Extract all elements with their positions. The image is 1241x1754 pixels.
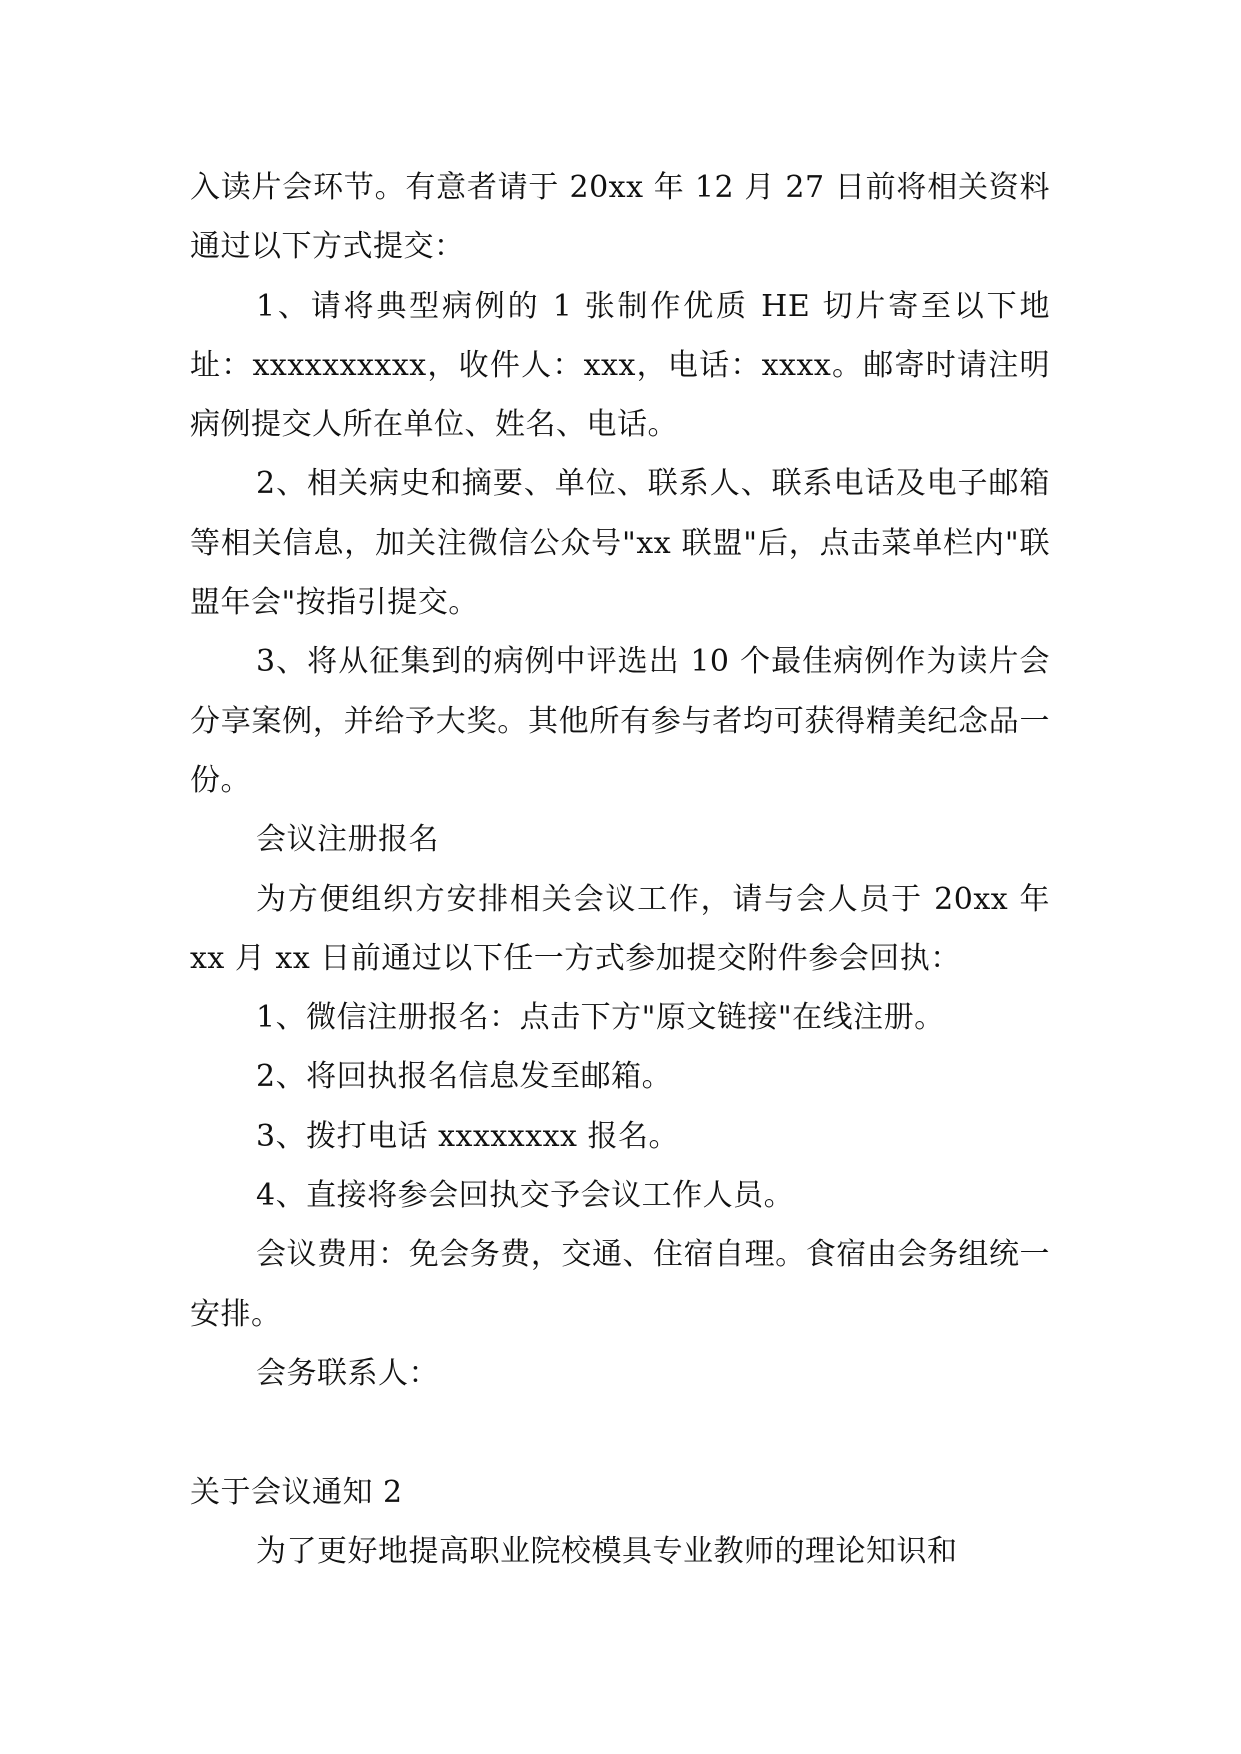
paragraph-registration-1: 1、微信注册报名：点击下方"原文链接"在线注册。 xyxy=(256,1000,945,1036)
paragraph-fees: 会议费用：免会务费，交通、住宿自理。食宿由会务组统一安排。 xyxy=(190,1237,1050,1332)
paragraph-registration-4: 4、直接将参会回执交予会议工作人员。 xyxy=(256,1178,795,1214)
heading-registration: 会议注册报名 xyxy=(256,822,439,858)
document-content xyxy=(190,158,1050,1581)
paragraph-contact: 会务联系人： xyxy=(256,1355,439,1391)
section-title: 关于会议通知 2 xyxy=(190,1474,403,1510)
paragraph-final: 为了更好地提高职业院校模具专业教师的理论知识和 xyxy=(256,1533,958,1569)
paragraph-item-3-award: 3、将从征集到的病例中评选出 10 个最佳病例作为读片会分享案例，并给予大奖。其他所有参与者均可获得精美纪念品一份。 xyxy=(190,644,1050,798)
paragraph-intro-submission: 入读片会环节。有意者请于 20xx 年 12 月 27 日前将相关资料通过以下方式提交： xyxy=(190,170,1050,265)
paragraph-registration-intro: 为方便组织方安排相关会议工作，请与会人员于 20xx 年 xx 月 xx 日前通过以下任一方式参加提交附件参会回执： xyxy=(190,881,1050,976)
paragraph-registration-3: 3、拨打电话 xxxxxxxx 报名。 xyxy=(256,1118,680,1154)
paragraph-item-2-info: 2、相关病史和摘要、单位、联系人、联系电话及电子邮箱等相关信息，加关注微信公众号"xx 联盟"后，点击菜单栏内"联盟年会"按指引提交。 xyxy=(190,466,1050,621)
paragraph-registration-2: 2、将回执报名信息发至邮箱。 xyxy=(256,1059,673,1095)
blank-line xyxy=(190,1403,1050,1462)
paragraph-item-1-slide: 1、请将典型病例的 1 张制作优质 HE 切片寄至以下地址：xxxxxxxxxx，收件人：xxx，电话：xxxx。邮寄时请注明病例提交人所在单位、姓名、电话。 xyxy=(190,288,1050,443)
